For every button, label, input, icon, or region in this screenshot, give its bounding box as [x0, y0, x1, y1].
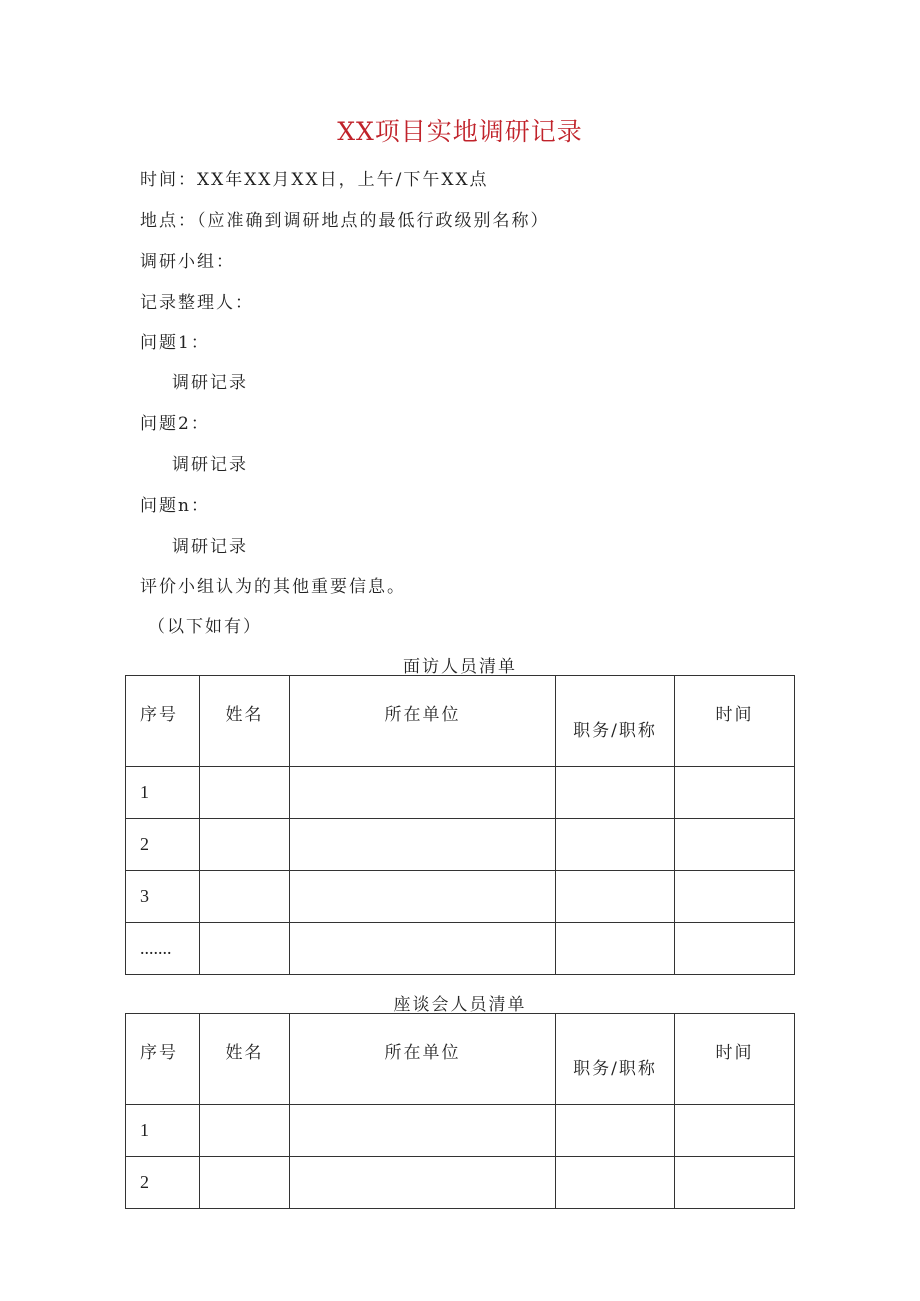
place-line: 地点：（应准确到调研地点的最低行政级别名称） — [140, 211, 550, 231]
header-cell-organization: 所在单位 — [290, 1014, 556, 1105]
question-n-record: 调研记录 — [172, 537, 248, 557]
header-cell-organization: 所在单位 — [290, 676, 556, 767]
table-row — [126, 871, 795, 923]
table-cell — [290, 767, 556, 819]
table-cell: 2 — [126, 819, 200, 871]
question-1: 问题1： — [140, 333, 210, 353]
other-info-line: 评价小组认为的其他重要信息。 — [140, 577, 406, 597]
table-cell — [556, 819, 675, 871]
table-cell — [675, 819, 795, 871]
interview-table — [125, 675, 795, 975]
table-cell: 2 — [126, 1157, 200, 1209]
header-cell-position: 职务/职称 — [556, 1014, 675, 1105]
team-line: 调研小组： — [140, 252, 235, 272]
table-cell — [290, 871, 556, 923]
table-cell: ....... — [126, 923, 200, 975]
table-cell — [675, 1157, 795, 1209]
table-row — [126, 1157, 795, 1209]
forum-table-caption: 座谈会人员清单 — [393, 995, 527, 1015]
header-cell-name: 姓名 — [200, 676, 290, 767]
table-cell — [200, 1157, 290, 1209]
interview-table-header — [126, 676, 795, 767]
header-cell-index: 序号 — [126, 676, 200, 767]
recorder-line: 记录整理人： — [140, 293, 254, 313]
table-cell — [675, 871, 795, 923]
table-cell — [675, 1105, 795, 1157]
table-row — [126, 1105, 795, 1157]
table-cell — [200, 923, 290, 975]
question-2-record: 调研记录 — [172, 455, 248, 475]
forum-table-header — [126, 1014, 795, 1105]
table-cell — [556, 767, 675, 819]
table-cell — [200, 819, 290, 871]
header-cell-time: 时间 — [675, 676, 795, 767]
table-cell — [556, 1157, 675, 1209]
table-cell — [675, 767, 795, 819]
question-n: 问题n： — [140, 496, 210, 516]
table-cell: 1 — [126, 1105, 200, 1157]
interview-table-caption: 面访人员清单 — [403, 657, 517, 677]
table-cell — [290, 1157, 556, 1209]
table-row — [126, 819, 795, 871]
question-2: 问题2： — [140, 414, 210, 434]
table-cell — [675, 923, 795, 975]
table-cell — [290, 1105, 556, 1157]
document-title: XX项目实地调研记录 — [337, 117, 583, 146]
header-cell-index: 序号 — [126, 1014, 200, 1105]
table-row — [126, 767, 795, 819]
header-cell-position: 职务/职称 — [556, 676, 675, 767]
table-cell — [556, 923, 675, 975]
table-cell — [200, 871, 290, 923]
table-cell — [290, 819, 556, 871]
table-cell — [200, 1105, 290, 1157]
table-cell: 1 — [126, 767, 200, 819]
table-cell — [556, 1105, 675, 1157]
header-cell-name: 姓名 — [200, 1014, 290, 1105]
time-line: 时间：XX年XX月XX日，上午/下午XX点 — [140, 170, 489, 190]
table-cell — [556, 871, 675, 923]
question-1-record: 调研记录 — [172, 373, 248, 393]
header-cell-time: 时间 — [675, 1014, 795, 1105]
optional-note: （以下如有） — [148, 617, 262, 637]
table-cell — [200, 767, 290, 819]
table-row — [126, 923, 795, 975]
forum-table — [125, 1013, 795, 1209]
table-cell — [290, 923, 556, 975]
table-cell: 3 — [126, 871, 200, 923]
